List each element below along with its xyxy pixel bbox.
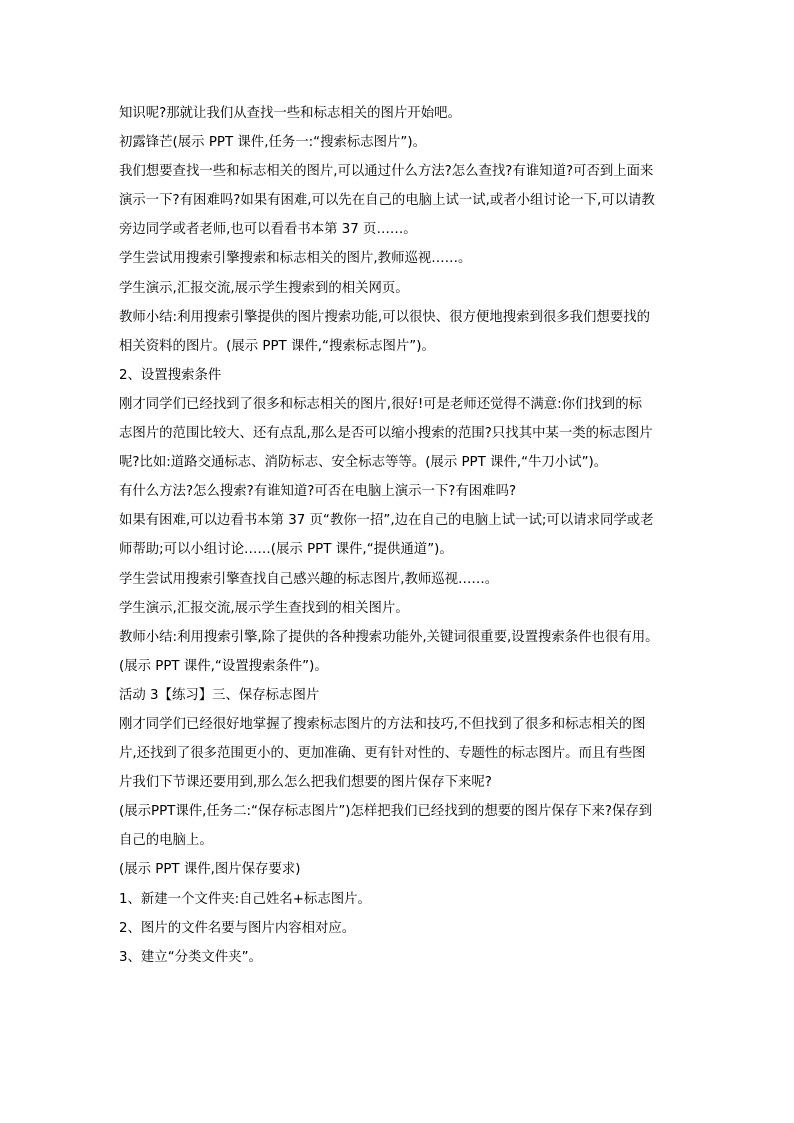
text-line: 自己的电脑上。 <box>119 833 213 849</box>
text-line: 学生尝试用搜索引擎搜索和标志相关的图片,教师巡视……。 <box>119 251 472 267</box>
text-line: 知识呢?那就让我们从查找一些和标志相关的图片开始吧。 <box>119 106 461 121</box>
list-item: 3、建立“分类文件夹”。 <box>119 949 262 965</box>
text-line: 片我们下节课还要用到,那么怎么把我们想要的图片保存下来呢? <box>119 775 492 791</box>
text-line: 我们想要查找一些和标志相关的图片,可以通过什么方法?怎么查找?有谁知道?可否到上面来 <box>119 164 654 180</box>
text-line: (展示PPT课件,任务二:“保存标志图片”)怎样把我们已经找到的想要的图片保存下来?保存到 <box>119 804 653 820</box>
section-heading: 活动 3【练习】三、保存标志图片 <box>119 687 320 703</box>
section-heading: 2、设置搜索条件 <box>119 367 222 383</box>
text-line: 教师小结:利用搜索引擎,除了提供的各种搜索功能外,关键词很重要,设置搜索条件也很有用。 <box>119 629 659 645</box>
text-line: 有什么方法?怎么搜索?有谁知道?可否在电脑上演示一下?有困难吗? <box>119 484 517 500</box>
text-line: 刚才同学们已经很好地掌握了搜索标志图片的方法和技巧,不但找到了很多和标志相关的图 <box>119 716 646 732</box>
text-line: 相关资料的图片。(展示 PPT 课件,“搜索标志图片”)。 <box>119 338 435 354</box>
text-line: 片,还找到了很多范围更小的、更加准确、更有针对性的、专题性的标志图片。而且有些图 <box>119 746 646 762</box>
text-line: 教师小结:利用搜索引擎提供的图片搜索功能,可以很快、很方便地搜索到很多我们想要找的 <box>119 309 650 325</box>
text-line: 初露锋芒(展示 PPT 课件,任务一:“搜索标志图片”)。 <box>119 135 426 151</box>
text-line: 学生演示,汇报交流,展示学生搜索到的相关网页。 <box>119 280 409 296</box>
list-item: 1、新建一个文件夹:自己姓名+标志图片。 <box>119 891 371 907</box>
text-line: 师帮助;可以小组讨论……(展示 PPT 课件,“提供通道”)。 <box>119 542 453 558</box>
text-line: 旁边同学或者老师,也可以看看书本第 37 页……。 <box>119 222 417 238</box>
text-line: 演示一下?有困难吗?如果有困难,可以先在自己的电脑上试一试,或者小组讨论一下,可以请教 <box>119 193 655 209</box>
list-item: 2、图片的文件名要与图片内容相对应。 <box>119 920 356 936</box>
text-line: 学生演示,汇报交流,展示学生查找到的相关图片。 <box>119 600 409 616</box>
text-line: 志图片的范围比较大、还有点乱,那么是否可以缩小搜索的范围?只找其中某一类的标志图片 <box>119 426 653 442</box>
document-body <box>119 99 685 972</box>
text-line: 刚才同学们已经找到了很多和标志相关的图片,很好!可是老师还觉得不满意:你们找到的标 <box>119 396 642 412</box>
text-line: (展示 PPT 课件,“设置搜索条件”)。 <box>119 658 328 674</box>
text-line: 呢?比如:道路交通标志、消防标志、安全标志等等。(展示 PPT 课件,“牛刀小试”)。 <box>119 455 608 471</box>
text-line: (展示 PPT 课件,图片保存要求) <box>119 862 301 878</box>
text-line: 如果有困难,可以边看书本第 37 页“教你一招”,边在自己的电脑上试一试;可以请求同学或老 <box>119 513 654 529</box>
text-line: 学生尝试用搜索引擎查找自己感兴趣的标志图片,教师巡视……。 <box>119 571 499 587</box>
